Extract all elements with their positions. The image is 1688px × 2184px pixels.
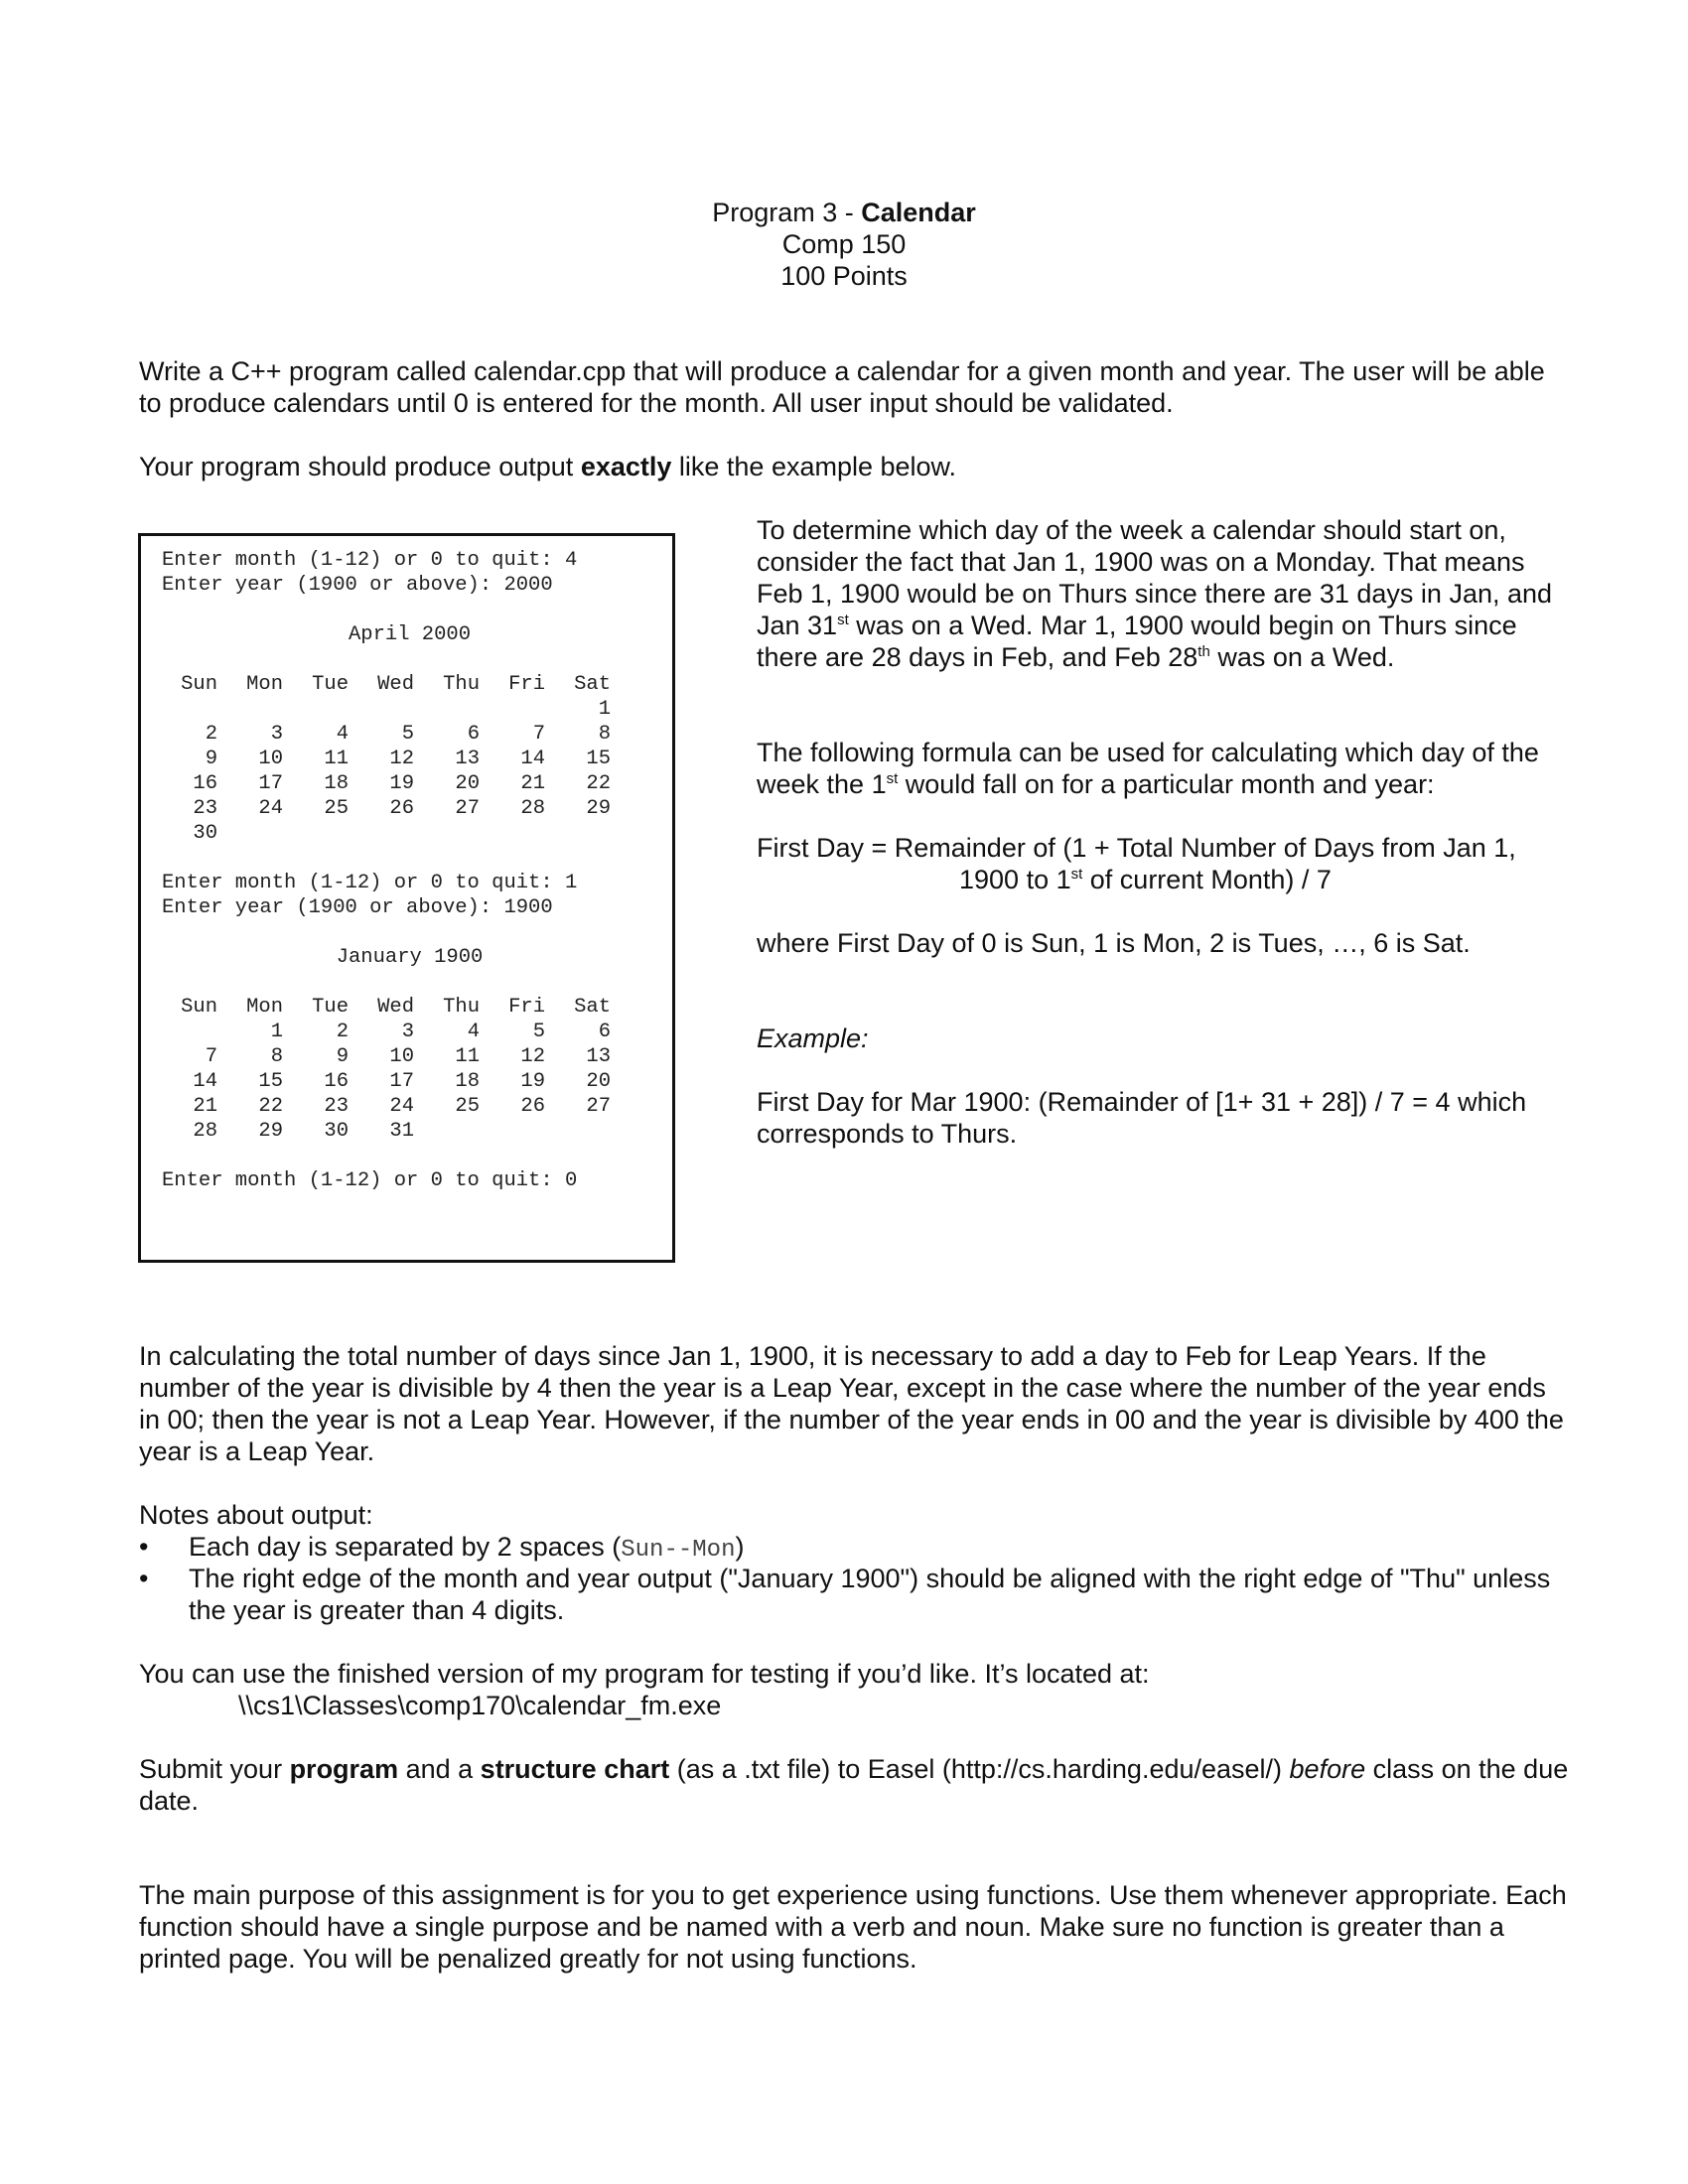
calendar-cell: 11 (455, 1045, 480, 1068)
formula-intro (757, 737, 1571, 800)
note-spacing-close: ) (735, 1532, 745, 1562)
intro-paragraph: Write a C++ program called calendar.cpp that will produce a calendar for a given month and year. The user will be able to produce calendars until 0 is entered for the month. All user input should be validated. (139, 356, 1545, 418)
calendar-cell: Tue (312, 996, 349, 1019)
prompt-year-1: Enter year (1900 or above): 2000 (162, 574, 553, 597)
calendar-cell: 19 (389, 772, 414, 795)
calendar-cell: 23 (193, 797, 217, 820)
purpose-paragraph: The main purpose of this assignment is for you to get experience using functions. Use them whenever appropriate. Each function should have a single purpose and be named with a verb and noun. Make sure no function is greater than a printed page. You will be penalized greatly for not using functions. (139, 1880, 1567, 1974)
formula-intro-b: would fall on for a particular month and year: (898, 769, 1435, 799)
submit-program-bold: program (289, 1754, 399, 1784)
example-calculation: First Day for Mar 1900: (Remainder of [1+ 31 + 28]) / 7 = 4 which corresponds to Thurs. (757, 1087, 1527, 1149)
calendar-cell: 19 (520, 1070, 545, 1093)
explanation-text-c: was on a Wed. (1209, 642, 1395, 672)
formula-line-2 (959, 864, 1555, 895)
formula-line-2-b: of current Month) / 7 (1082, 865, 1332, 894)
calendar-cell: 18 (324, 772, 349, 795)
calendar-cell: 1 (270, 1021, 283, 1043)
calendar-cell: 20 (586, 1070, 611, 1093)
calendar-cell: 16 (193, 772, 217, 795)
calendar-cell: Mon (246, 673, 283, 696)
calendar-cell: 18 (455, 1070, 480, 1093)
calendar-cell: 24 (258, 797, 283, 820)
ordinal-suffix: st (837, 612, 849, 628)
calendar-cell: 3 (401, 1021, 414, 1043)
output-instruction-pre: Your program should produce output (139, 452, 581, 481)
calendar-cell: 2 (205, 723, 217, 746)
calendar-cell: 14 (193, 1070, 217, 1093)
calendar-cell: 15 (586, 748, 611, 770)
assignment-title (0, 197, 1688, 228)
calendar-cell: 29 (586, 797, 611, 820)
note-spacing-code: Sun--Mon (621, 1537, 736, 1564)
calendar-cell: 23 (324, 1095, 349, 1118)
calendar-cell: 30 (324, 1120, 349, 1143)
formula-line-1: First Day = Remainder of (1 + Total Number of Days from Jan 1, (757, 833, 1516, 863)
bullet-marker: • (139, 1564, 149, 1593)
note-alignment: The right edge of the month and year output ("January 1900") should be aligned with the right edge of "Thu" unless the year is greater than 4 digits. (189, 1564, 1551, 1625)
course-name: Comp 150 (781, 229, 907, 259)
calendar-cell: Thu (443, 996, 480, 1019)
calendar-cell: 8 (598, 723, 611, 746)
testing-instruction: You can use the finished version of my program for testing if you’d like. It’s located at: (139, 1659, 1150, 1689)
calendar-cell: Sun (181, 996, 217, 1019)
calendar-cell: 9 (336, 1045, 349, 1068)
calendar-cell: 12 (389, 748, 414, 770)
prompt-year-2: Enter year (1900 or above): 1900 (162, 896, 553, 919)
output-instruction-post: like the example below. (671, 452, 957, 481)
calendar-cell: Tue (312, 673, 349, 696)
example-label: Example: (757, 1024, 869, 1053)
explanation-text-a: To determine which day of the week a calendar should start on, consider the fact that Jan 1, 1900 was on a Monday. That means Feb 1, 1900 would be on Thurs since there are 31 days in Jan, and Jan 31 (757, 515, 1553, 640)
calendar-cell: Sun (181, 673, 217, 696)
bullet-marker: • (139, 1532, 149, 1562)
program-path: \\cs1\Classes\comp170\calendar_fm.exe (238, 1691, 722, 1720)
submit-text-c: and a (398, 1754, 481, 1784)
calendar-cell: 5 (532, 1021, 545, 1043)
example-output-box (138, 533, 675, 1263)
submit-text-a: Submit your (139, 1754, 290, 1784)
calendar-cell: 10 (389, 1045, 414, 1068)
leap-year-paragraph: In calculating the total number of days since Jan 1, 1900, it is necessary to add a day to Feb for Leap Years. If the number of the year is divisible by 4 then the year is a Leap Year, except in the case where the number of the year ends in 00; then the year is not a Leap Year. However, if the number of the year ends in 00 and the year is divisible by 400 the year is a Leap Year. (139, 1341, 1564, 1466)
note-spacing (189, 1531, 1569, 1567)
calendar-cell: 17 (258, 772, 283, 795)
calendar-cell: 27 (586, 1095, 611, 1118)
prompt-month-2: Enter month (1-12) or 0 to quit: 1 (162, 872, 578, 894)
calendar-cell: Wed (377, 673, 414, 696)
calendar-cell: 21 (193, 1095, 217, 1118)
calendar-cell: 28 (520, 797, 545, 820)
calendar-cell: 1 (598, 698, 611, 721)
calendar-cell: 10 (258, 748, 283, 770)
submit-text-g: class on the due date. (139, 1754, 1569, 1816)
calendar-cell: Mon (246, 996, 283, 1019)
output-instruction (139, 451, 1569, 482)
ordinal-suffix: st (886, 770, 899, 787)
calendar-cell: 25 (455, 1095, 480, 1118)
calendar-cell: 26 (389, 797, 414, 820)
calendar-cell: 4 (467, 1021, 480, 1043)
output-instruction-bold: exactly (580, 452, 672, 481)
points-label: 100 Points (780, 261, 908, 291)
calendar-cell: 9 (205, 748, 217, 770)
calendar-cell: 24 (389, 1095, 414, 1118)
explanation-text-b: was on a Wed. Mar 1, 1900 would begin on Thurs since there are 28 days in Feb, and Feb 28 (757, 611, 1517, 672)
calendar-cell: 12 (520, 1045, 545, 1068)
calendar-cell: 15 (258, 1070, 283, 1093)
calendar-cell: 5 (401, 723, 414, 746)
notes-title: Notes about output: (139, 1500, 373, 1530)
calendar-cell: 22 (586, 772, 611, 795)
ordinal-suffix: st (1070, 866, 1083, 883)
calendar-cell: Fri (508, 673, 545, 696)
calendar-cell: Fri (508, 996, 545, 1019)
calendar-cell: 6 (598, 1021, 611, 1043)
calendar-title-january-1900: January 1900 (336, 946, 484, 969)
calendar-cell: 31 (389, 1120, 414, 1143)
prompt-month-3: Enter month (1-12) or 0 to quit: 0 (162, 1169, 578, 1192)
calendar-cell: 30 (193, 822, 217, 845)
calendar-cell: 22 (258, 1095, 283, 1118)
calendar-cell: 8 (270, 1045, 283, 1068)
submit-before-italic: before (1289, 1754, 1366, 1784)
first-day-mapping: where First Day of 0 is Sun, 1 is Mon, 2 is Tues, …, 6 is Sat. (757, 928, 1471, 958)
calendar-cell: 20 (455, 772, 480, 795)
calendar-cell: 7 (532, 723, 545, 746)
calendar-cell: 13 (455, 748, 480, 770)
calendar-cell: 21 (520, 772, 545, 795)
calendar-cell: Wed (377, 996, 414, 1019)
calendar-cell: 27 (455, 797, 480, 820)
ordinal-suffix: th (1197, 643, 1210, 660)
calendar-cell: 6 (467, 723, 480, 746)
calendar-cell: 25 (324, 797, 349, 820)
calendar-cell: 29 (258, 1120, 283, 1143)
calendar-cell: 4 (336, 723, 349, 746)
calendar-cell: 16 (324, 1070, 349, 1093)
calendar-cell: 13 (586, 1045, 611, 1068)
submit-text-e: (as a .txt file) to Easel (http://cs.harding.edu/easel/) (669, 1754, 1290, 1784)
note-spacing-text: Each day is separated by 2 spaces ( (189, 1532, 622, 1562)
formula-intro-a: The following formula can be used for calculating which day of the week the 1 (757, 738, 1539, 799)
title-prefix: Program 3 - (712, 198, 862, 227)
calendar-cell: 28 (193, 1120, 217, 1143)
calendar-title-april-2000: April 2000 (348, 623, 472, 646)
calendar-cell: 14 (520, 748, 545, 770)
submit-structure-chart-bold: structure chart (480, 1754, 670, 1784)
calendar-cell: 7 (205, 1045, 217, 1068)
prompt-month-1: Enter month (1-12) or 0 to quit: 4 (162, 549, 578, 572)
calendar-cell: Sat (574, 673, 611, 696)
calendar-cell: 3 (270, 723, 283, 746)
start-day-explanation (757, 514, 1571, 673)
submit-instruction (139, 1753, 1569, 1817)
calendar-cell: 11 (324, 748, 349, 770)
formula-line-2-a: 1900 to 1 (959, 865, 1071, 894)
calendar-cell: 26 (520, 1095, 545, 1118)
calendar-cell: Thu (443, 673, 480, 696)
calendar-cell: 17 (389, 1070, 414, 1093)
title-bold: Calendar (861, 198, 976, 227)
calendar-cell: Sat (574, 996, 611, 1019)
calendar-cell: 2 (336, 1021, 349, 1043)
